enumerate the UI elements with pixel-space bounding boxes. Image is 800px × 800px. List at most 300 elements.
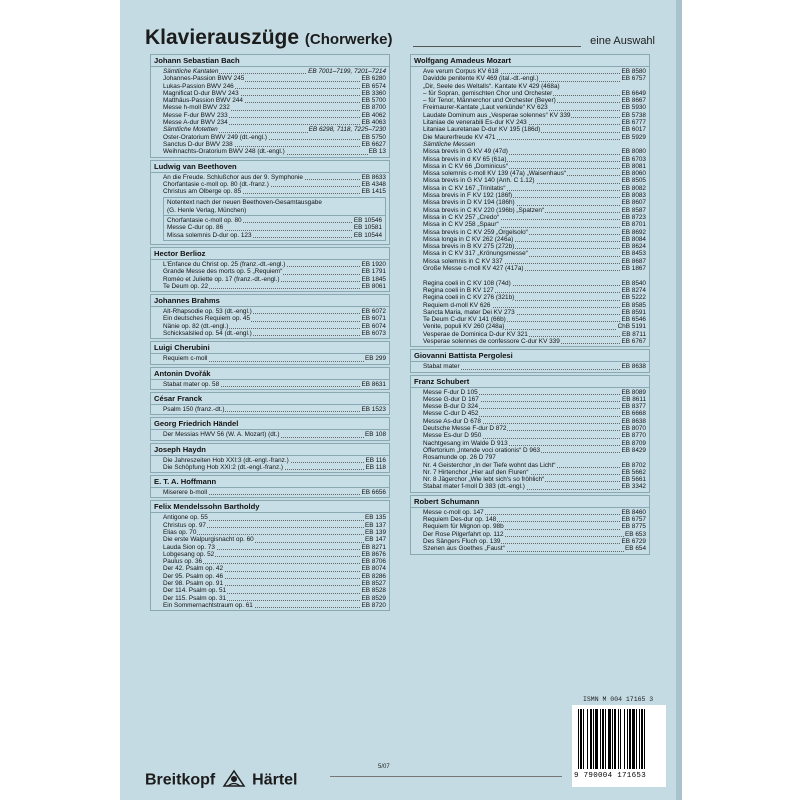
catalog-item xyxy=(167,224,382,231)
item-title: Venite, populi KV 260 (248a) xyxy=(423,323,505,331)
composer-section xyxy=(150,54,390,158)
item-edition-number: EB 6656 xyxy=(361,489,386,497)
item-edition-number: EB 6574 xyxy=(361,82,386,90)
item-edition-number: EB 6298, 7118, 7225–7230 xyxy=(308,126,386,134)
item-edition-number: EB 6627 xyxy=(361,140,386,148)
composer-section xyxy=(410,54,650,347)
item-edition-number: EB 139 xyxy=(365,528,386,536)
right-column xyxy=(410,54,650,557)
item-title: Sancta Maria, mater Dei KV 273 xyxy=(423,308,515,316)
item-edition-number: EB 8580 xyxy=(621,68,646,75)
item-title: Der 42. Psalm op. 42 xyxy=(163,565,224,573)
item-title: Ave verum Corpus KV 618 xyxy=(423,68,499,75)
item-title: Roméo et Juliette op. 17 (franz.-dt.-engl.) xyxy=(163,275,280,283)
composer-section xyxy=(410,495,650,555)
publisher-logo xyxy=(145,768,298,793)
item-title: Johannes-Passion BWV 245 xyxy=(163,75,245,83)
item-title: Messe C-dur D 452 xyxy=(423,410,479,418)
item-edition-number: EB 8709 xyxy=(621,439,646,447)
item-edition-number: EB 8633 xyxy=(361,173,386,181)
item-title: Missa brevis in D KV 194 (186h) xyxy=(423,199,515,207)
item-title: Missa brevis in F KV 192 (186f) xyxy=(423,192,513,200)
item-title: Nr. 7 Hirtenchor „Hier auf den Fluren“ xyxy=(423,468,529,476)
composer-section xyxy=(150,160,390,245)
catalog-item xyxy=(423,141,646,148)
catalog-item xyxy=(163,381,386,388)
item-edition-number: EB 6649 xyxy=(621,89,646,97)
item-title: „Dir, Seele des Weltalls“. Kantate KV 429 (468a) xyxy=(423,82,560,90)
item-edition-number: EB 8271 xyxy=(361,543,386,551)
item-title: Der 114. Psalm op. 51 xyxy=(163,587,227,595)
item-edition-number: EB 6071 xyxy=(361,315,386,323)
catalog-item xyxy=(163,268,386,275)
item-title: Offertorium „Intende voci orationis“ D 963 xyxy=(423,446,541,454)
catalog-item xyxy=(163,431,386,438)
item-title: Requiem Des-dur op. 148 xyxy=(423,516,497,524)
item-title: Regina coeli in C KV 108 (74d) xyxy=(423,279,511,287)
item-title: Missa brevis in d KV 65 (61a) xyxy=(423,155,507,163)
item-title: Szenen aus Goethes „Faust“ xyxy=(423,545,505,553)
catalog-item xyxy=(423,272,646,279)
catalog-item xyxy=(163,573,386,580)
catalog-item xyxy=(423,302,646,309)
composer-section xyxy=(150,443,390,474)
catalog-item xyxy=(423,112,646,119)
item-edition-number: EB 1523 xyxy=(361,405,386,413)
catalog-item xyxy=(163,464,386,471)
catalog-item xyxy=(423,432,646,439)
item-title: Missa brevis in B KV 275 (272b) xyxy=(423,243,515,251)
item-edition-number: EB 135 xyxy=(365,514,386,522)
catalog-item xyxy=(423,156,646,163)
item-title: Vesperae solennes de confessore C-dur KV 339 xyxy=(423,337,560,345)
item-edition-number: EB 653 xyxy=(625,530,646,538)
catalog-item xyxy=(423,258,646,265)
item-edition-number: EB 8080 xyxy=(621,148,646,156)
catalog-item xyxy=(423,309,646,316)
catalog-item xyxy=(163,323,386,330)
catalog-item xyxy=(163,514,386,521)
item-edition-number: EB 8377 xyxy=(621,403,646,411)
composer-name: E. T. A. Hoffmann xyxy=(151,476,389,488)
catalog-item xyxy=(423,68,646,75)
item-title: Freimaurer-Kantate „Laut verkünde“ KV 623 xyxy=(423,104,548,112)
item-title: Psalm 150 (franz.-dt.) xyxy=(163,405,225,413)
composer-works xyxy=(151,513,389,610)
catalog-item xyxy=(163,565,386,572)
footer-rule xyxy=(330,776,562,777)
composer-name: Luigi Cherubini xyxy=(151,342,389,354)
item-title: Te Deum op. 22 xyxy=(163,282,209,290)
catalog-item xyxy=(163,112,386,119)
item-title: Nänie op. 82 (dt.-engl.) xyxy=(163,322,229,330)
catalog-item xyxy=(163,595,386,602)
catalog-item xyxy=(163,558,386,565)
catalog-item xyxy=(163,134,386,141)
catalog-item xyxy=(423,83,646,90)
catalog-item xyxy=(163,68,386,75)
composer-works xyxy=(151,260,389,291)
item-title: Magnificat D-dur BWV 243 xyxy=(163,89,239,97)
catalog-subtitle: (Chorwerke) xyxy=(304,31,393,48)
item-edition-number: EB 8692 xyxy=(621,228,646,236)
item-title: L'Enfance du Christ op. 25 (franz.-dt.-engl.) xyxy=(163,260,286,268)
item-edition-number: EB 7001–7199, 7201–7214 xyxy=(308,68,386,75)
catalog-item xyxy=(163,276,386,283)
composer-name: Johann Sebastian Bach xyxy=(151,55,389,67)
item-title: Große Messe c-moll KV 427 (417a) xyxy=(423,265,524,273)
item-title: Messe G-dur D 167 xyxy=(423,395,479,403)
item-title: Messe B-dur D 324 xyxy=(423,403,479,411)
item-edition-number: EB 6280 xyxy=(361,75,386,83)
item-title: Sämtliche Kantaten xyxy=(163,68,219,75)
item-edition-number: EB 5662 xyxy=(621,468,646,476)
item-title: Stabat mater xyxy=(423,363,460,371)
item-title: Missa in C KV 257 „Credo“ xyxy=(423,213,500,221)
catalog-item xyxy=(423,454,646,461)
composer-works xyxy=(151,67,389,157)
item-title: Nr. 8 Jägerchor „Wie lebt sich's so fröhlich“ xyxy=(423,476,545,484)
item-edition-number: EB 6668 xyxy=(621,410,646,418)
item-edition-number: EB 6757 xyxy=(621,516,646,524)
item-edition-number: EB 6703 xyxy=(621,155,646,163)
item-edition-number: EB 8723 xyxy=(621,213,646,221)
catalog-item xyxy=(423,97,646,104)
item-edition-number: ChB 5191 xyxy=(617,323,646,331)
item-title: Ein Sommernachtstraum op. 61 xyxy=(163,601,253,609)
item-title: Messe F-dur BWV 233 xyxy=(163,111,228,119)
composer-works xyxy=(411,388,649,492)
catalog-item xyxy=(163,141,386,148)
catalog-item xyxy=(423,509,646,516)
item-edition-number: EB 8638 xyxy=(621,363,646,371)
composer-section xyxy=(150,392,390,415)
catalog-item xyxy=(163,188,386,195)
item-edition-number: EB 8591 xyxy=(621,308,646,316)
item-title: Der 115. Psalm op. 31 xyxy=(163,594,227,602)
item-title: An die Freude. Schlußchor aus der 9. Symphonie xyxy=(163,173,303,181)
catalog-item xyxy=(167,217,382,224)
item-edition-number: EB 8070 xyxy=(621,425,646,433)
item-title: Nr. 4 Geisterchor „In der Tiefe wohnt das Licht“ xyxy=(423,461,556,469)
catalog-item xyxy=(163,83,386,90)
item-title: Messe h-moll BWV 232 xyxy=(163,104,230,112)
item-edition-number: EB 10544 xyxy=(353,231,382,239)
item-title: Missa in C KV 66 „Dominicus“ xyxy=(423,162,508,170)
catalog-item xyxy=(163,529,386,536)
catalog-item xyxy=(163,522,386,529)
composer-name: Franz Schubert xyxy=(411,376,649,388)
item-edition-number: EB 8453 xyxy=(621,250,646,258)
composer-section xyxy=(150,294,390,339)
item-title: Des Sängers Fluch op. 139 xyxy=(423,537,501,545)
catalog-item xyxy=(423,119,646,126)
item-title: Der Messias HWV 56 (W. A. Mozart) (dt.) xyxy=(163,431,280,439)
edition-notice-text: (G. Henle Verlag, München) xyxy=(167,206,247,214)
catalog-item xyxy=(423,410,646,417)
item-title: Antigone op. 55 xyxy=(163,514,208,522)
item-title: Missa longa in C KV 262 (246a) xyxy=(423,235,514,243)
item-title: Missa in C KV 167 „Trinitatis“ xyxy=(423,184,506,192)
barcode-bar xyxy=(644,709,645,769)
composer-name: Johannes Brahms xyxy=(151,295,389,307)
catalog-item xyxy=(423,75,646,82)
item-edition-number: EB 1791 xyxy=(361,268,386,276)
item-title: Litaniae Lauretanae D-dur KV 195 (186d) xyxy=(423,126,541,134)
item-edition-number: EB 6546 xyxy=(621,316,646,324)
item-edition-number: EB 5929 xyxy=(621,133,646,141)
item-edition-number: EB 5750 xyxy=(361,133,386,141)
catalog-item xyxy=(163,457,386,464)
item-title: Missa solemnis c-moll KV 139 (47a) „Waisenhaus“ xyxy=(423,170,566,178)
item-edition-number: EB 5222 xyxy=(621,294,646,302)
item-edition-number: EB 1415 xyxy=(361,188,386,196)
catalog-item xyxy=(163,90,386,97)
composer-works xyxy=(151,456,389,473)
item-title: Missa solemnis D-dur op. 123 xyxy=(167,231,252,239)
barcode xyxy=(572,705,666,787)
catalog-item xyxy=(423,323,646,330)
item-edition-number: EB 6777 xyxy=(621,119,646,127)
item-edition-number: EB 108 xyxy=(365,431,386,439)
composer-works xyxy=(151,173,389,244)
item-title: Requiem d-moll KV 626 xyxy=(423,301,491,309)
composer-name: Hector Berlioz xyxy=(151,248,389,260)
catalog-item xyxy=(163,104,386,111)
composer-works xyxy=(411,67,649,346)
item-edition-number: EB 13 xyxy=(368,148,386,156)
catalog-item xyxy=(167,232,382,239)
item-edition-number: EB 8528 xyxy=(361,587,386,595)
composer-works xyxy=(411,508,649,554)
item-edition-number: EB 10581 xyxy=(353,224,382,232)
catalog-item xyxy=(163,406,386,413)
edition-notice-box xyxy=(163,197,386,240)
item-edition-number: EB 8081 xyxy=(621,162,646,170)
item-title: Missa in C KV 258 „Spaur“ xyxy=(423,221,499,229)
catalog-item xyxy=(423,126,646,133)
composer-section xyxy=(150,417,390,440)
item-edition-number: EB 5930 xyxy=(621,104,646,112)
item-title: Der 98. Psalm op. 91 xyxy=(163,580,224,588)
item-title: Die Schöpfung Hob XXI:2 (dt.-engl.-franz.) xyxy=(163,463,284,471)
item-title: Sämtliche Motetten xyxy=(163,126,218,134)
item-edition-number: EB 116 xyxy=(365,456,386,464)
item-edition-number: EB 8074 xyxy=(361,565,386,573)
item-title: Laudate Dominum aus „Vesperae solennes“ KV 339 xyxy=(423,111,571,119)
catalog-item xyxy=(163,536,386,543)
publisher-name-left: Breitkopf xyxy=(145,771,216,789)
catalog-item xyxy=(163,126,386,133)
catalog-item xyxy=(423,418,646,425)
catalog-item xyxy=(163,551,386,558)
item-title: Ein deutsches Requiem op. 45 xyxy=(163,315,251,323)
item-title: Schicksalslied op. 54 (dt.-engl.) xyxy=(163,330,252,338)
barcode-bars xyxy=(578,709,660,769)
item-edition-number: EB 654 xyxy=(625,545,646,553)
print-date: 5/07 xyxy=(378,764,390,770)
catalog-item xyxy=(423,280,646,287)
item-title: Deutsche Messe F-dur D 872 xyxy=(423,425,507,433)
item-edition-number: EB 8587 xyxy=(621,206,646,214)
composer-works xyxy=(151,380,389,389)
item-edition-number: EB 8611 xyxy=(621,395,646,403)
item-title: Missa brevis in G KV 140 (Anh. C 1.12) xyxy=(423,177,535,185)
item-edition-number: EB 8429 xyxy=(621,446,646,454)
item-edition-number: EB 147 xyxy=(365,536,386,544)
item-title: – für Sopran, gemischten Chor und Orchester xyxy=(423,89,553,97)
composer-section xyxy=(150,341,390,364)
item-edition-number: EB 1845 xyxy=(361,275,386,283)
item-edition-number: EB 6017 xyxy=(621,126,646,134)
composer-section xyxy=(150,367,390,390)
item-edition-number: EB 5700 xyxy=(361,97,386,105)
catalog-item xyxy=(423,483,646,490)
catalog-item xyxy=(163,489,386,496)
catalog-item xyxy=(423,516,646,523)
item-title: Messe As-dur D 678 xyxy=(423,417,481,425)
item-title: Vesperae de Dominica D-dur KV 321 xyxy=(423,330,528,338)
catalog-item xyxy=(163,148,386,155)
catalog-title: Klavierauszüge (Chorwerke) xyxy=(145,26,393,49)
item-edition-number: EB 8286 xyxy=(361,572,386,580)
item-title: Missa brevis in G KV 49 (47d) xyxy=(423,148,508,156)
item-edition-number: EB 6767 xyxy=(621,337,646,345)
composer-works xyxy=(151,405,389,414)
item-title: Weihnachts-Oratorium BWV 248 (dt.-engl.) xyxy=(163,148,285,156)
composer-section xyxy=(150,247,390,292)
composer-section xyxy=(150,475,390,498)
catalog-item xyxy=(423,462,646,469)
catalog-item xyxy=(423,104,646,111)
item-edition-number: EB 8624 xyxy=(621,243,646,251)
item-title: Der 95. Psalm op. 46 xyxy=(163,572,224,580)
item-title: Requiem für Mignon op. 98b xyxy=(423,523,504,531)
catalog-item xyxy=(423,163,646,170)
catalog-item xyxy=(423,236,646,243)
item-title: Davidde penitente KV 469 (ital.-dt.-engl.) xyxy=(423,75,539,83)
item-edition-number: EB 8084 xyxy=(621,235,646,243)
composer-name: Ludwig van Beethoven xyxy=(151,161,389,173)
item-title: Christus am Ölberge op. 85 xyxy=(163,188,242,196)
composer-name: Joseph Haydn xyxy=(151,444,389,456)
item-edition-number: EB 4348 xyxy=(361,180,386,188)
catalog-item xyxy=(163,330,386,337)
catalog-item xyxy=(423,447,646,454)
item-edition-number: EB 118 xyxy=(365,463,386,471)
catalog-item xyxy=(163,181,386,188)
item-edition-number: EB 8089 xyxy=(621,388,646,396)
catalog-item xyxy=(423,523,646,530)
item-title: Missa in C KV 317 „Krönungsmesse“ xyxy=(423,250,528,258)
item-edition-number: EB 4063 xyxy=(361,119,386,127)
catalog-item xyxy=(163,174,386,181)
catalog-item xyxy=(423,177,646,184)
item-title: Matthäus-Passion BWV 244 xyxy=(163,97,243,105)
catalog-header xyxy=(145,26,655,52)
composer-section xyxy=(410,375,650,493)
composer-name: Giovanni Battista Pergolesi xyxy=(411,350,649,362)
item-title: Regina coeli in B KV 127 xyxy=(423,286,494,294)
catalog-item xyxy=(163,544,386,551)
item-title: Grande Messe des morts op. 5 „Requiem“ xyxy=(163,268,283,276)
item-edition-number: EB 3360 xyxy=(361,89,386,97)
catalog-item xyxy=(163,355,386,362)
item-edition-number: EB 6072 xyxy=(361,308,386,316)
item-title: Stabat mater op. 58 xyxy=(163,380,220,388)
item-edition-number: EB 8585 xyxy=(621,301,646,309)
composer-section xyxy=(150,500,390,611)
notice-divider xyxy=(164,215,385,216)
item-edition-number: EB 8700 xyxy=(361,104,386,112)
catalog-item xyxy=(423,199,646,206)
catalog-item xyxy=(423,396,646,403)
composer-name: Robert Schumann xyxy=(411,496,649,508)
item-title: Oster-Oratorium BWV 249 (dt.-engl.) xyxy=(163,133,268,141)
item-title: Requiem c-moll xyxy=(163,355,208,363)
catalog-item xyxy=(423,363,646,370)
breitkopf-logo-icon xyxy=(222,768,246,793)
composer-name: Georg Friedrich Händel xyxy=(151,418,389,430)
composer-works xyxy=(151,488,389,497)
item-edition-number: EB 137 xyxy=(365,521,386,529)
composer-name: Felix Mendelssohn Bartholdy xyxy=(151,501,389,513)
item-title: Messe c-moll op. 147 xyxy=(423,508,484,516)
left-column xyxy=(150,54,390,613)
item-title: – für Tenor, Männerchor und Orchester (Beyer) xyxy=(423,97,556,105)
composer-section xyxy=(410,349,650,372)
catalog-item xyxy=(423,250,646,257)
catalog-item xyxy=(163,308,386,315)
catalog-item xyxy=(163,602,386,609)
item-edition-number: EB 8083 xyxy=(621,192,646,200)
catalog-item xyxy=(423,229,646,236)
item-edition-number: EB 8702 xyxy=(621,461,646,469)
catalog-item xyxy=(423,192,646,199)
item-edition-number: EB 3342 xyxy=(621,483,646,491)
item-title: Te Deum C-dur KV 141 (66b) xyxy=(423,316,506,324)
catalog-item xyxy=(423,265,646,272)
catalog-item xyxy=(423,170,646,177)
item-edition-number: EB 8607 xyxy=(621,199,646,207)
catalog-item xyxy=(423,545,646,552)
item-title: Der Rose Pilgerfahrt op. 112 xyxy=(423,530,504,538)
item-title: Lobgesang op. 52 xyxy=(163,550,215,558)
item-title: Alt-Rhapsodie op. 53 (dt.-engl.) xyxy=(163,308,252,316)
item-title: Sämtliche Messen xyxy=(423,140,476,148)
item-title: Stabat mater f-moll D 383 (dt.-engl.) xyxy=(423,483,525,491)
catalog-header-right: eine Auswahl xyxy=(590,35,655,47)
catalog-item xyxy=(423,207,646,214)
item-edition-number: EB 6073 xyxy=(361,330,386,338)
item-title: Messe F-dur D 105 xyxy=(423,388,478,396)
catalog-item xyxy=(423,338,646,345)
item-edition-number: EB 8274 xyxy=(621,286,646,294)
composer-works xyxy=(151,430,389,439)
item-title: Rosamunde op. 26 D 797 xyxy=(423,454,496,462)
item-title: Elias op. 70 xyxy=(163,528,197,536)
catalog-item xyxy=(423,389,646,396)
catalog-item xyxy=(163,261,386,268)
item-edition-number: EB 8082 xyxy=(621,184,646,192)
item-edition-number: EB 8701 xyxy=(621,221,646,229)
item-title: Missa brevis in C KV 259 „Orgelsolo“ xyxy=(423,228,528,236)
item-edition-number: EB 8529 xyxy=(361,594,386,602)
item-edition-number: EB 8638 xyxy=(621,417,646,425)
item-title: Regina coeli in C KV 276 (321b) xyxy=(423,294,515,302)
catalog-item xyxy=(423,294,646,301)
catalog-item xyxy=(423,316,646,323)
